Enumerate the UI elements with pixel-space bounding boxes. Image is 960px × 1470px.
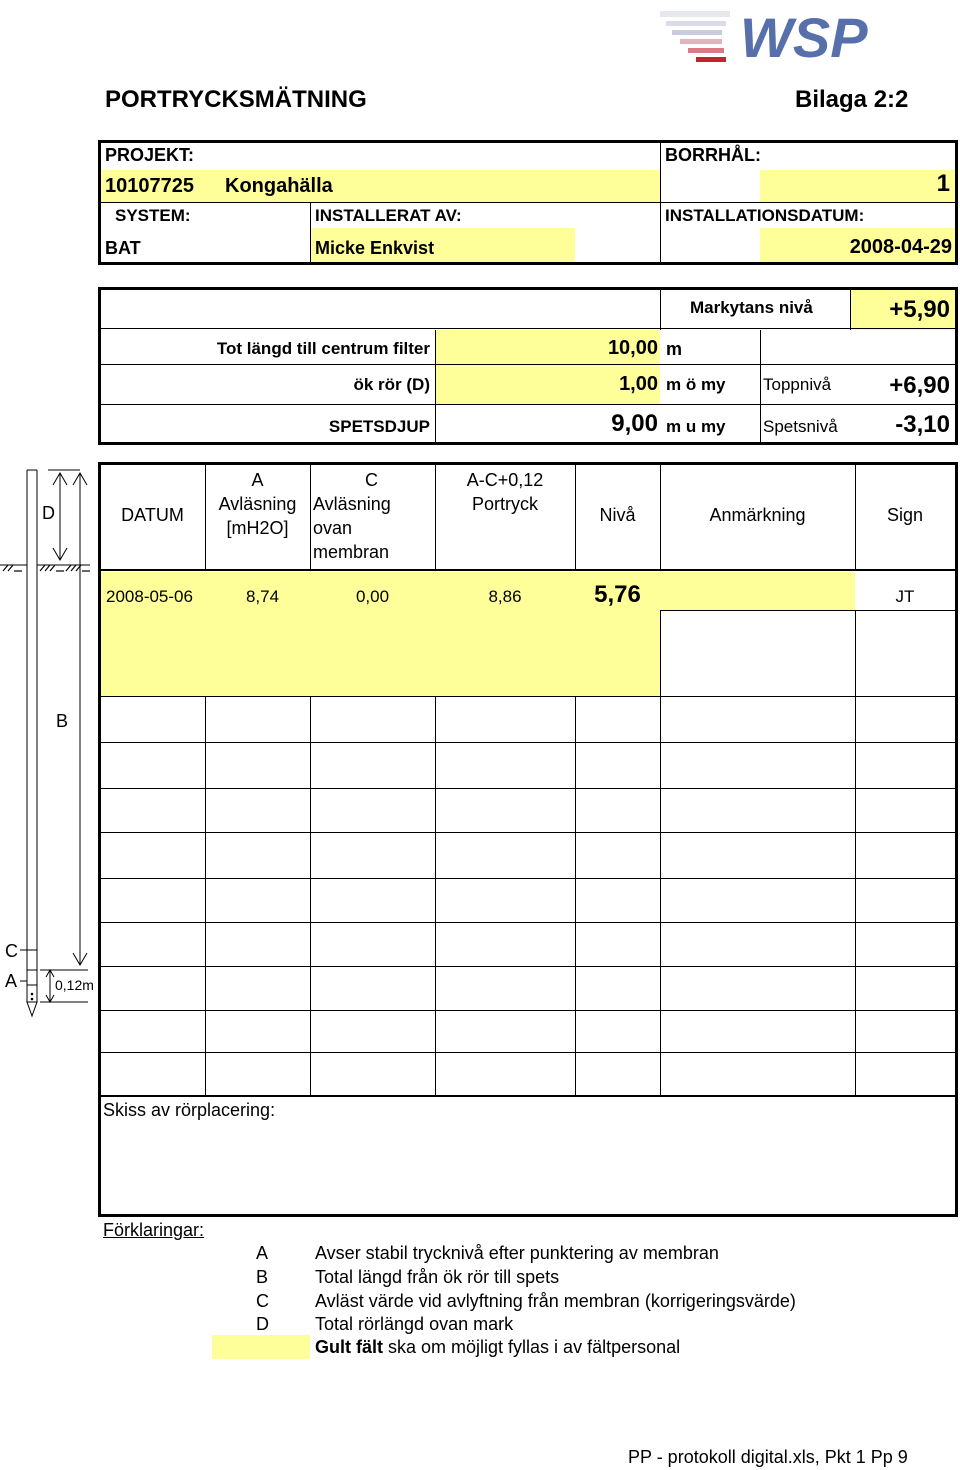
installationsdatum-value: 2008-04-29 (849, 236, 952, 258)
ok-ror-unit: m ö my (666, 375, 726, 394)
row1-sign[interactable]: JT (895, 587, 915, 606)
tot-langd-value: 10,00 (607, 337, 658, 359)
col-a-line2: [mH2O] (226, 518, 289, 538)
projekt-number: 10107725 (105, 175, 194, 197)
installerat-label: INSTALLERAT AV: (315, 206, 462, 225)
col-anmarkning-header: Anmärkning (709, 505, 806, 525)
borrhal-value: 1 (936, 170, 950, 197)
wsp-logo-graphic (660, 5, 930, 65)
ok-ror-label: ök rör (D) (353, 375, 430, 394)
yellow-legend-bold: Gult fält (315, 1337, 383, 1357)
row1-c[interactable]: 0,00 (355, 587, 390, 606)
col-c-line1: Avläsning (313, 494, 391, 514)
spetsniva-label: Spetsnivå (763, 417, 838, 436)
skiss-label: Skiss av rörplacering: (103, 1100, 276, 1120)
markytans-value: +5,90 (889, 296, 950, 323)
appendix-label: Bilaga 2:2 (795, 86, 909, 113)
yellow-legend-text (315, 1337, 680, 1358)
installerat-value: Micke Enkvist (315, 238, 435, 258)
explanation-key-b: B (256, 1267, 269, 1287)
explanation-text-c: Avläst värde vid avlyftning från membran (korrigeringsvärde) (315, 1291, 796, 1311)
page-title: PORTRYCKSMÄTNING (105, 86, 367, 113)
yellow-legend-swatch (212, 1335, 310, 1359)
markytans-label: Markytans nivå (690, 298, 813, 317)
borrhal-label: BORRHÅL: (665, 145, 761, 165)
tot-langd-unit: m (666, 339, 683, 359)
explanation-text-a: Avser stabil trycknivå efter punktering av membran (315, 1243, 719, 1263)
col-a-letter: A (251, 470, 264, 490)
col-c-letter: C (365, 470, 378, 490)
row1-a[interactable]: 8,74 (245, 587, 280, 606)
tot-langd-label: Tot längd till centrum filter (216, 339, 430, 358)
sketch-label-d: D (42, 503, 55, 523)
col-c-line3: membran (313, 542, 390, 562)
explanation-key-c: C (256, 1291, 269, 1311)
explanations-title: Förklaringar: (103, 1220, 205, 1240)
sketch-filter-length: 0,12m (55, 977, 94, 993)
system-label: SYSTEM: (115, 206, 191, 225)
toppniva-label: Toppnivå (763, 375, 832, 394)
projekt-name: Kongahälla (225, 175, 333, 197)
col-ac-line2: Portryck (471, 494, 538, 514)
wsp-logo (660, 5, 930, 65)
col-niva-header: Nivå (599, 505, 636, 525)
toppniva-value: +6,90 (889, 372, 950, 399)
explanation-key-d: D (256, 1314, 269, 1334)
explanation-text-b: Total längd från ök rör till spets (315, 1267, 560, 1287)
system-value: BAT (105, 238, 141, 258)
row1-niva: 5,76 (594, 581, 641, 608)
installationsdatum-label: INSTALLATIONSDATUM: (665, 206, 865, 225)
spetsdjup-unit: m u my (666, 417, 726, 436)
yellow-legend-rest: ska om möjligt fyllas i av fältpersonal (388, 1337, 681, 1357)
spetsdjup-label: SPETSDJUP (328, 417, 430, 436)
sketch-label-c: C (5, 941, 18, 961)
col-a-line1: Avläsning (218, 494, 297, 514)
footer-text: PP - protokoll digital.xls, Pkt 1 Pp 9 (628, 1447, 908, 1467)
col-ac-line1: A-C+0,12 (466, 470, 544, 490)
logo-text: WSP (740, 6, 868, 65)
spetsniva-value: -3,10 (895, 411, 950, 438)
ok-ror-value: 1,00 (619, 373, 658, 395)
sketch-label-b: B (56, 711, 69, 731)
col-sign-header: Sign (886, 505, 924, 525)
explanation-key-a: A (256, 1243, 269, 1263)
row1-portryck: 8,86 (488, 587, 522, 606)
projekt-label: PROJEKT: (105, 145, 195, 165)
sketch-label-a: A (5, 971, 18, 991)
col-c-line2: ovan (313, 518, 353, 538)
spetsdjup-value: 9,00 (611, 410, 658, 437)
row1-datum[interactable]: 2008-05-06 (106, 587, 193, 606)
col-datum-header: DATUM (121, 505, 184, 525)
explanation-text-d: Total rörlängd ovan mark (315, 1314, 514, 1334)
